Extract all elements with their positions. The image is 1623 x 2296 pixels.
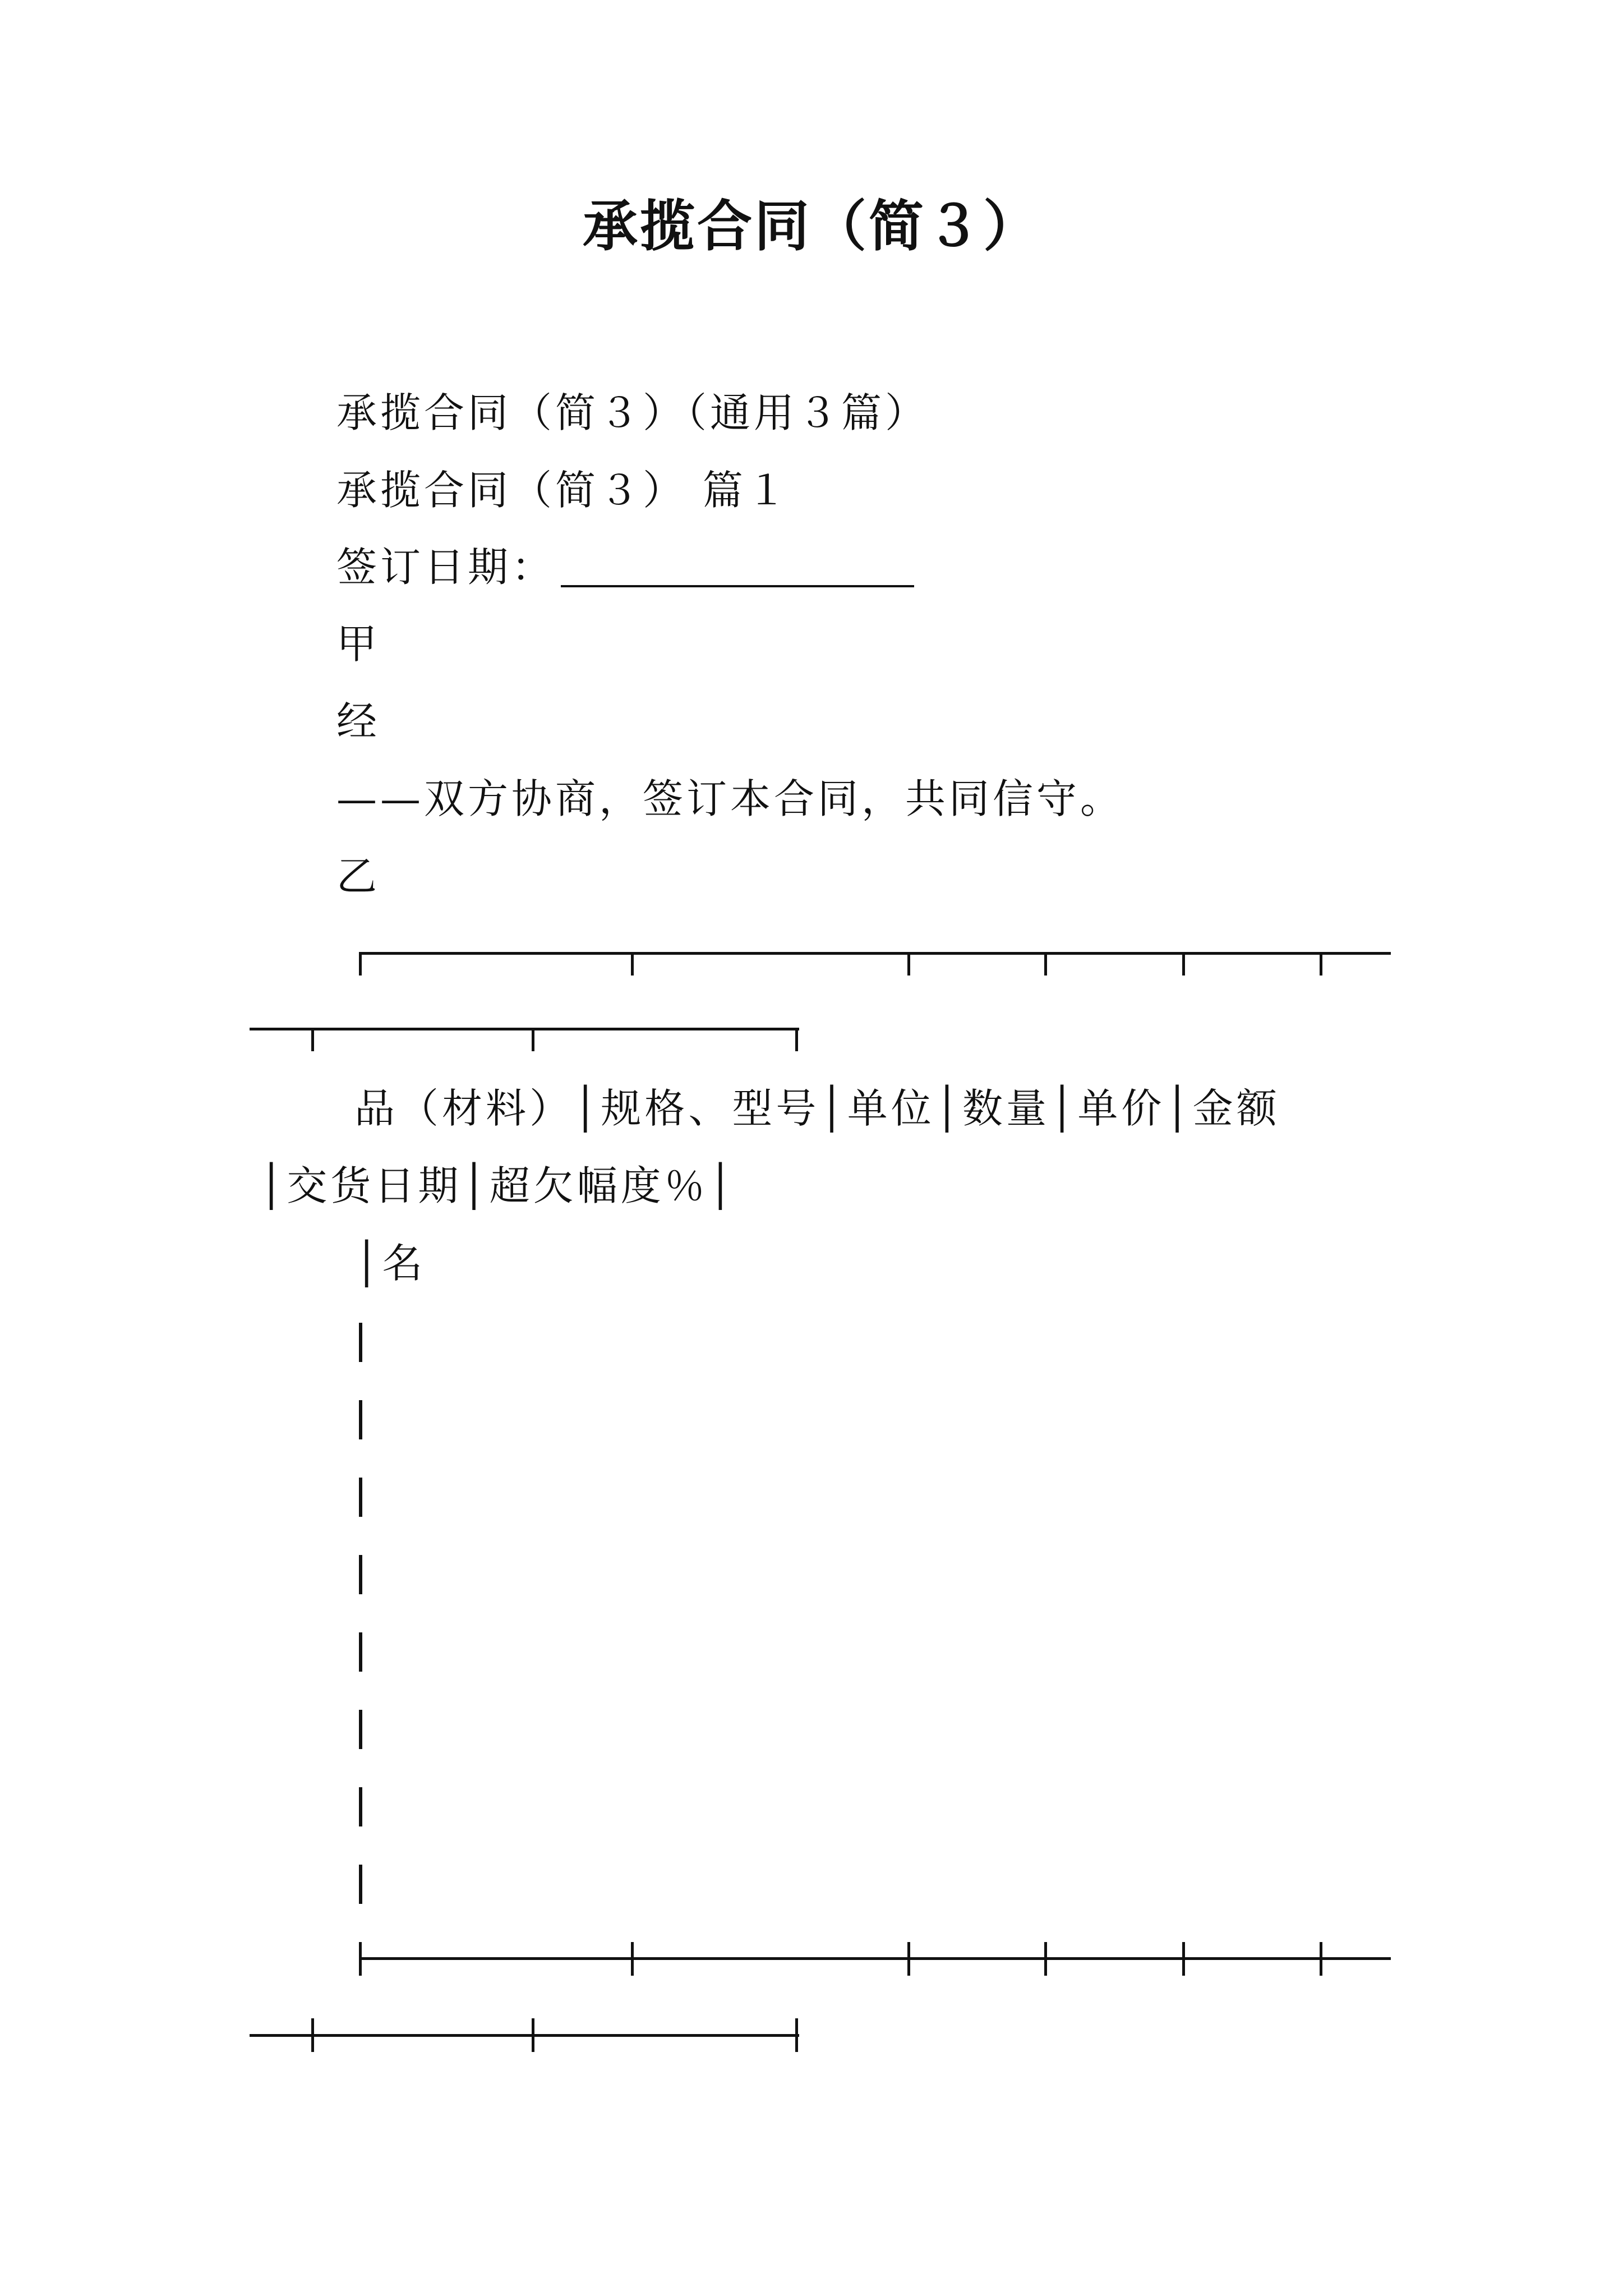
sign-date-blank: [561, 550, 914, 587]
document-subtitle: 承揽合同（简３）（通用３篇）: [336, 389, 929, 436]
page-title: 承揽合同（简３）: [582, 194, 1040, 259]
party-a-label: 甲: [336, 620, 381, 668]
sign-date-label: 签订日期：: [336, 544, 556, 591]
sign-date-line: [336, 544, 914, 591]
table-header-row2: │名: [354, 1240, 426, 1287]
dealer-label: 经: [336, 698, 381, 745]
table-header-row: 品（材料）│规格、型号│单位│数量│单价│金额: [354, 1085, 1280, 1132]
section-heading: 承揽合同（简３） 篇１: [336, 467, 790, 514]
party-b-label: 乙: [336, 853, 381, 900]
agreement-line: ——双方协商，签订本合同，共同信守。: [336, 775, 1124, 822]
table-header-row-cont: │交货日期│超欠幅度％│: [259, 1162, 736, 1209]
table-header-name: 名: [382, 1240, 426, 1287]
